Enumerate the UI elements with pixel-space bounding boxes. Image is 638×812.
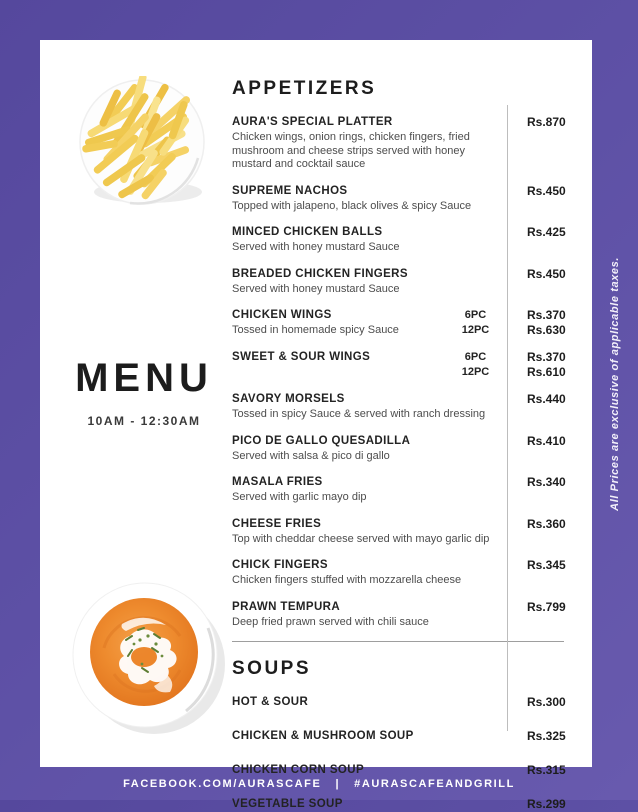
price-value: Rs.370	[527, 350, 566, 364]
item-description: Deep fried prawn served with chili sauce	[232, 615, 429, 628]
menu-title-block	[48, 358, 240, 428]
section-heading: APPETIZERS	[232, 78, 377, 99]
item-price	[507, 695, 578, 710]
item-price	[507, 267, 578, 282]
item-name: MINCED CHICKEN BALLS	[232, 226, 383, 238]
item-price	[507, 517, 578, 532]
item-description: Chicken fingers stuffed with mozzarella cheese	[232, 574, 462, 586]
price-value: Rs.870	[527, 115, 566, 129]
item-description: Topped with jalapeno, black olives & spicy Sauce	[232, 199, 472, 212]
item-description: Served with garlic mayo dip	[232, 491, 367, 503]
item-description: Tossed in spicy Sauce & served with ranch dressing	[232, 408, 486, 420]
menu-item	[232, 308, 578, 338]
item-price	[507, 729, 578, 744]
menu-title: MENU	[75, 356, 213, 400]
price-value: Rs.345	[527, 558, 566, 572]
menu-item	[232, 392, 578, 422]
menu-item	[232, 558, 578, 588]
item-main	[232, 475, 507, 505]
price-value: Rs.325	[527, 729, 566, 743]
item-name: PRAWN TEMPURA	[232, 600, 341, 613]
fries-plate-image	[70, 76, 218, 214]
item-name: CHEESE FRIES	[232, 517, 322, 530]
item-name: SUPREME NACHOS	[232, 184, 348, 197]
item-main	[232, 392, 507, 422]
item-main	[232, 600, 507, 630]
item-main	[232, 350, 444, 364]
item-main	[232, 308, 444, 338]
menu-item	[232, 600, 578, 630]
price-divider-line	[507, 105, 508, 731]
soup-bowl-image	[68, 578, 228, 738]
price-value: Rs.440	[527, 392, 566, 406]
item-main	[232, 517, 507, 547]
item-name: CHICKEN CORN SOUP	[232, 764, 365, 776]
item-name: VEGETABLE SOUP	[232, 798, 343, 810]
soup-illustration	[68, 578, 228, 738]
item-name: BREADED CHICKEN FINGERS	[232, 267, 408, 280]
item-main	[232, 434, 507, 464]
item-description: Top with cheddar cheese served with mayo garlic dip	[232, 532, 490, 545]
portion-size: 6PC	[464, 309, 487, 321]
item-price	[507, 225, 578, 240]
item-portion-sizes	[444, 308, 507, 338]
price-value: Rs.315	[527, 763, 566, 777]
menu-item	[232, 695, 578, 710]
price-value: Rs.370	[527, 308, 566, 322]
item-name: SWEET & SOUR WINGS	[232, 351, 371, 363]
menu-item	[232, 517, 578, 547]
item-name: PICO DE GALLO QUESADILLA	[232, 434, 411, 447]
menu-item	[232, 267, 578, 297]
item-price	[507, 350, 578, 380]
item-price	[507, 558, 578, 573]
price-value: Rs.360	[527, 516, 566, 531]
hashtag: #AURASCAFEANDGRILL	[354, 777, 515, 790]
portion-size: 12PC	[461, 324, 490, 336]
menu-hours: 10AM - 12:30AM	[87, 414, 201, 428]
item-price	[507, 600, 578, 615]
item-name: CHICKEN WINGS	[232, 309, 332, 321]
section-heading: SOUPS	[232, 658, 312, 679]
item-name: CHICK FINGERS	[232, 559, 328, 571]
side-note-wrap	[592, 0, 638, 767]
section-separator	[232, 641, 564, 642]
portion-size: 12PC	[461, 366, 490, 378]
footer-bar	[0, 767, 638, 800]
item-main	[232, 184, 507, 214]
item-name: CHICKEN & MUSHROOM SOUP	[232, 730, 414, 742]
item-description: Served with honey mustard Sauce	[232, 241, 400, 253]
item-main	[232, 729, 507, 743]
item-main	[232, 558, 507, 588]
menu-item	[232, 225, 578, 255]
price-value: Rs.450	[527, 266, 566, 281]
menu-item	[232, 184, 578, 214]
item-price	[507, 308, 578, 338]
tax-disclaimer: All Prices are exclusive of applicable taxes.	[609, 256, 621, 511]
item-name: AURA'S SPECIAL PLATTER	[232, 116, 393, 128]
item-price	[507, 392, 578, 407]
item-main	[232, 225, 507, 255]
fries-illustration	[70, 76, 218, 214]
item-main	[232, 267, 507, 297]
facebook-url: FACEBOOK.COM/AURASCAFE	[123, 777, 322, 790]
item-name: HOT & SOUR	[232, 696, 309, 708]
item-price	[507, 115, 578, 130]
item-description: Served with salsa & pico di gallo	[232, 449, 390, 462]
menu-item	[232, 729, 578, 744]
portion-size: 6PC	[464, 351, 487, 363]
item-description: Tossed in homemade spicy Sauce	[232, 324, 399, 336]
item-name: MASALA FRIES	[232, 476, 323, 488]
item-description: Served with honey mustard Sauce	[232, 282, 400, 295]
footer-divider: |	[335, 777, 341, 790]
item-portion-sizes	[444, 350, 507, 380]
item-price	[507, 184, 578, 199]
price-value: Rs.799	[527, 599, 566, 614]
price-value: Rs.425	[527, 225, 566, 239]
item-description: Chicken wings, onion rings, chicken fingers, fried mushroom and cheese strips served with honey mustard and cocktail sauce	[232, 131, 470, 170]
price-value: Rs.610	[527, 365, 566, 379]
price-value: Rs.630	[527, 323, 566, 337]
price-value: Rs.410	[527, 433, 566, 448]
item-main	[232, 695, 507, 709]
item-main	[232, 115, 507, 172]
item-price	[507, 475, 578, 490]
price-value: Rs.299	[527, 797, 566, 811]
item-price	[507, 434, 578, 449]
menu-item	[232, 475, 578, 505]
item-name: SAVORY MORSELS	[232, 393, 345, 405]
price-value: Rs.300	[527, 695, 566, 709]
price-value: Rs.340	[527, 475, 566, 489]
price-value: Rs.450	[527, 183, 566, 198]
menu-item	[232, 434, 578, 464]
menu-item	[232, 115, 578, 172]
menu-item	[232, 350, 578, 380]
